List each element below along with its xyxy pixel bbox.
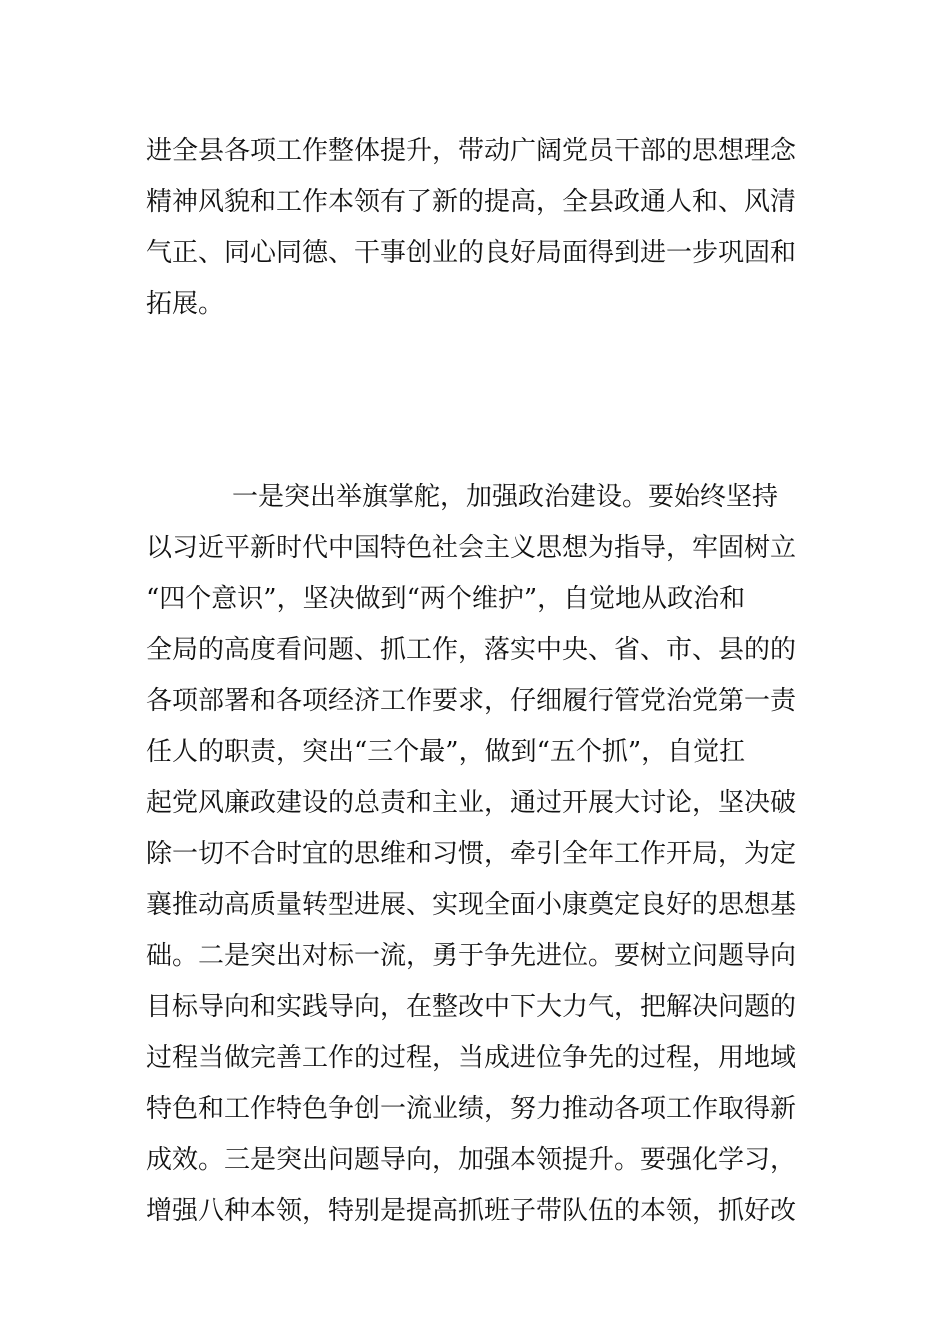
text-line: 任人的职责，突出“三个最”，做到“五个抓”，自觉扛 <box>146 737 746 767</box>
text-line: 起党风廉政建设的总责和主业，通过开展大讨论，坚决破 <box>146 788 797 818</box>
text-line: “四个意识”，坚决做到“两个维护”，自觉地从政治和 <box>146 584 746 614</box>
text-line: 成效。三是突出问题导向，加强本领提升。要强化学习， <box>146 1145 797 1175</box>
text-line: 增强八种本领，特别是提高抓班子带队伍的本领，抓好改 <box>146 1196 797 1226</box>
text-line: 精神风貌和工作本领有了新的提高，全县政通人和、风清 <box>146 187 797 217</box>
text-line: 础。二是突出对标一流，勇于争先进位。要树立问题导向 <box>146 941 797 971</box>
text-line: 一是突出举旗掌舵，加强政治建设。要始终坚持 <box>232 482 779 512</box>
text-line: 进全县各项工作整体提升，带动广阔党员干部的思想理念 <box>146 136 797 166</box>
text-line: 各项部署和各项经济工作要求，仔细履行管党治党第一责 <box>146 686 797 716</box>
text-line: 以习近平新时代中国特色社会主义思想为指导，牢固树立 <box>146 533 797 563</box>
text-line: 过程当做完善工作的过程，当成进位争先的过程，用地域 <box>146 1043 797 1073</box>
text-line: 特色和工作特色争创一流业绩，努力推动各项工作取得新 <box>146 1094 797 1124</box>
text-line: 全局的高度看问题、抓工作，落实中央、省、市、县的的 <box>146 635 797 665</box>
text-line: 气正、同心同德、干事创业的良好局面得到进一步巩固和 <box>146 238 797 268</box>
text-line: 拓展。 <box>146 289 225 319</box>
text-line: 襄推动高质量转型进展、实现全面小康奠定良好的思想基 <box>146 890 797 920</box>
text-line: 除一切不合时宜的思维和习惯，牵引全年工作开局，为定 <box>146 839 797 869</box>
text-line: 目标导向和实践导向，在整改中下大力气，把解决问题的 <box>146 992 797 1022</box>
